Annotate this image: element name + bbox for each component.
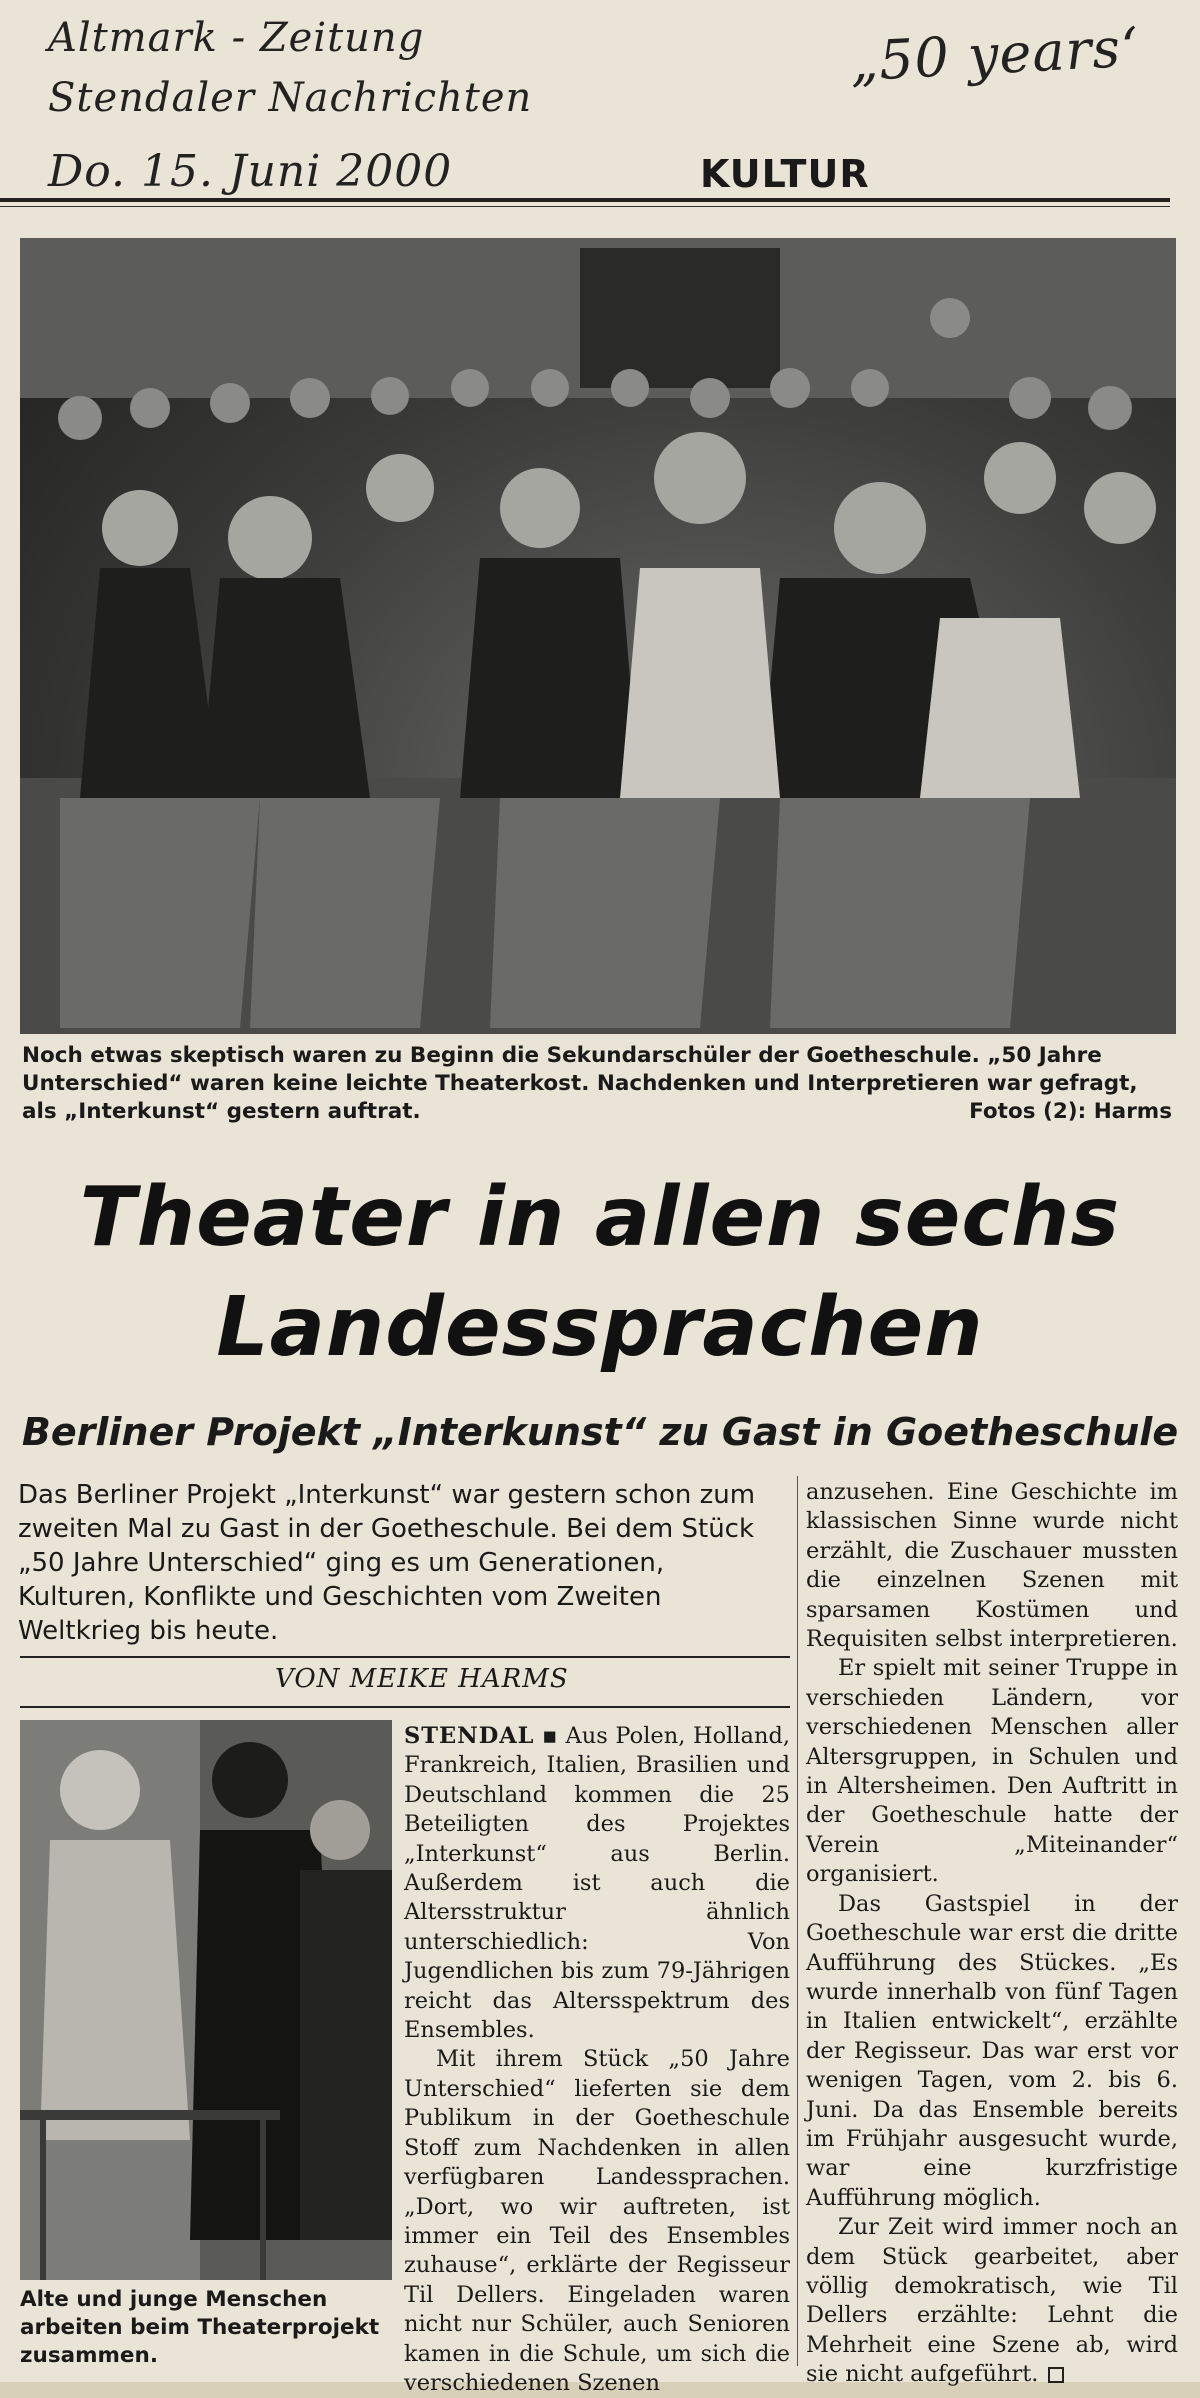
headline-line-1: Theater in allen sechs bbox=[79, 1170, 1121, 1265]
rehearsal-photo bbox=[20, 1720, 392, 2280]
photo-credit: Fotos (2): Harms bbox=[969, 1099, 1172, 1124]
handwritten-newspaper-subname: Stendaler Nachrichten bbox=[48, 75, 533, 121]
section-label: KULTUR bbox=[700, 152, 870, 196]
rehearsal-photo-illustration bbox=[20, 1720, 392, 2280]
audience-photo-illustration bbox=[20, 238, 1176, 1034]
column-rule bbox=[797, 1476, 798, 2366]
end-mark-icon bbox=[1048, 2367, 1064, 2383]
photo-small-caption: Alte und junge Menschen arbeiten beim Theaterprojekt zusammen. bbox=[20, 2287, 380, 2368]
subheadline: Berliner Projekt „Interkunst“ zu Gast in Goetheschule bbox=[21, 1410, 1179, 1454]
body-paragraph-5: Das Gastspiel in der Goetheschule war erst die dritte Aufführung des Stückes. „Es wurde innerhalb von fünf Tagen in Italien entwickelt“, erzählte der Regisseur. Das war erst vor wenigen Tagen, vom 2. bis 6. Juni. Da das Ensemble bereits im Frühjahr ausgesucht wurde, war eine kurzfristige Aufführung möglich. bbox=[806, 1890, 1178, 2211]
handwritten-newspaper-name: Altmark - Zeitung bbox=[48, 15, 425, 61]
lead-paragraph: Das Berliner Projekt „Interkunst“ war gestern schon zum zweiten Mal zu Gast in der Goetheschule. Bei dem Stück „50 Jahre Unterschied“ ging es um Generationen, Kulturen, Konflikte und Geschichten vom Zweiten Weltkrieg bis heute. bbox=[18, 1480, 756, 1646]
article-column-3 bbox=[806, 1478, 1178, 2390]
body-paragraph-4: Er spielt mit seiner Truppe in verschieden Ländern, vor verschiedenen Menschen aller Altersgruppen, in Schulen und in Altersheimen. Den Auftritt in der Goetheschule hatte der Verein „Miteinander“ organisiert. bbox=[806, 1655, 1178, 1888]
dateline: STENDAL bbox=[404, 1723, 535, 1749]
photo-main-caption bbox=[22, 1042, 1172, 1126]
body-paragraph-3: anzusehen. Eine Geschichte im klassischen Sinne wurde nicht erzählt, die Zuschauer mussten die einzelnen Szenen mit sparsamen Kostümen und Requisiten selbst interpretieren. bbox=[806, 1479, 1178, 1653]
handwritten-note: „50 years‘ bbox=[848, 15, 1141, 94]
byline-rule-bottom bbox=[20, 1706, 790, 1708]
section-rule bbox=[0, 198, 1170, 202]
body-paragraph-6: Zur Zeit wird immer noch an dem Stück gearbeitet, aber völlig demokratisch, wie Til Dellers erzählte: Lehnt die Mehrheit eine Szene ab, wird sie nicht aufgeführt. bbox=[806, 2214, 1178, 2388]
body-paragraph-2: Mit ihrem Stück „50 Jahre Unterschied“ lieferten sie dem Publikum in der Goetheschule Stoff zum Nachdenken in allen verfügbaren Landessprachen. „Dort, wo wir auftreten, ist immer ein Teil des Ensembles zuhause“, erklärte der Regisseur Til Dellers. Eingeladen waren nicht nur Schüler, auch Senioren kamen in die Schule, um sich die verschiedenen Szenen bbox=[404, 2046, 790, 2396]
byline-rule-top bbox=[20, 1656, 790, 1658]
section-rule-thin bbox=[0, 206, 1170, 207]
body-paragraph-1: Aus Polen, Holland, Frankreich, Italien, Brasilien und Deutschland kommen die 25 Beteiligten des Projektes „Interkunst“ aus Berlin. Außerdem ist auch die Altersstruktur ähnlich unterschiedlich: Von Jugendlichen bis zum 79-Jährigen reicht das Altersspektrum des Ensembles. bbox=[404, 1723, 790, 2044]
byline: VON MEIKE HARMS bbox=[275, 1664, 569, 1694]
handwritten-date: Do. 15. Juni 2000 bbox=[48, 146, 453, 197]
audience-photo bbox=[20, 238, 1176, 1034]
photo-main-caption-text: Noch etwas skeptisch waren zu Beginn die Sekundarschüler der Goetheschule. „50 Jahre Unterschied“ waren keine leichte Theaterkost. Nachdenken und Interpretieren war gefragt, als „Interkunst“ gestern auftrat. bbox=[22, 1043, 1138, 1124]
headline-line-2: Landessprachen bbox=[216, 1280, 984, 1375]
article-column-2: STENDAL ▪ Aus Polen, Holland, Frankreich, Italien, Brasilien und Deutschland kommen die 25 Beteiligten des Projektes „Interkunst“ aus Berlin. Außerdem ist auch die Altersstruktur ähnlich unterschiedlich: Von Jugendlichen bis zum 79-Jährigen reicht das Altersspektrum des Ensembles. Mit ihrem Stück „50 Jahre Unterschied“ lieferten sie dem Publikum in der Goetheschule Stoff zum Nachdenken in allen verfügbaren Landessprachen. „Dort, wo wir auftreten, ist immer ein Teil des Ensembles zuhause“, erklärte der Regisseur Til Dellers. Eingeladen waren nicht nur Schüler, auch Senioren kamen in die Schule, um sich die verschiedenen Szenen bbox=[404, 1722, 790, 2398]
